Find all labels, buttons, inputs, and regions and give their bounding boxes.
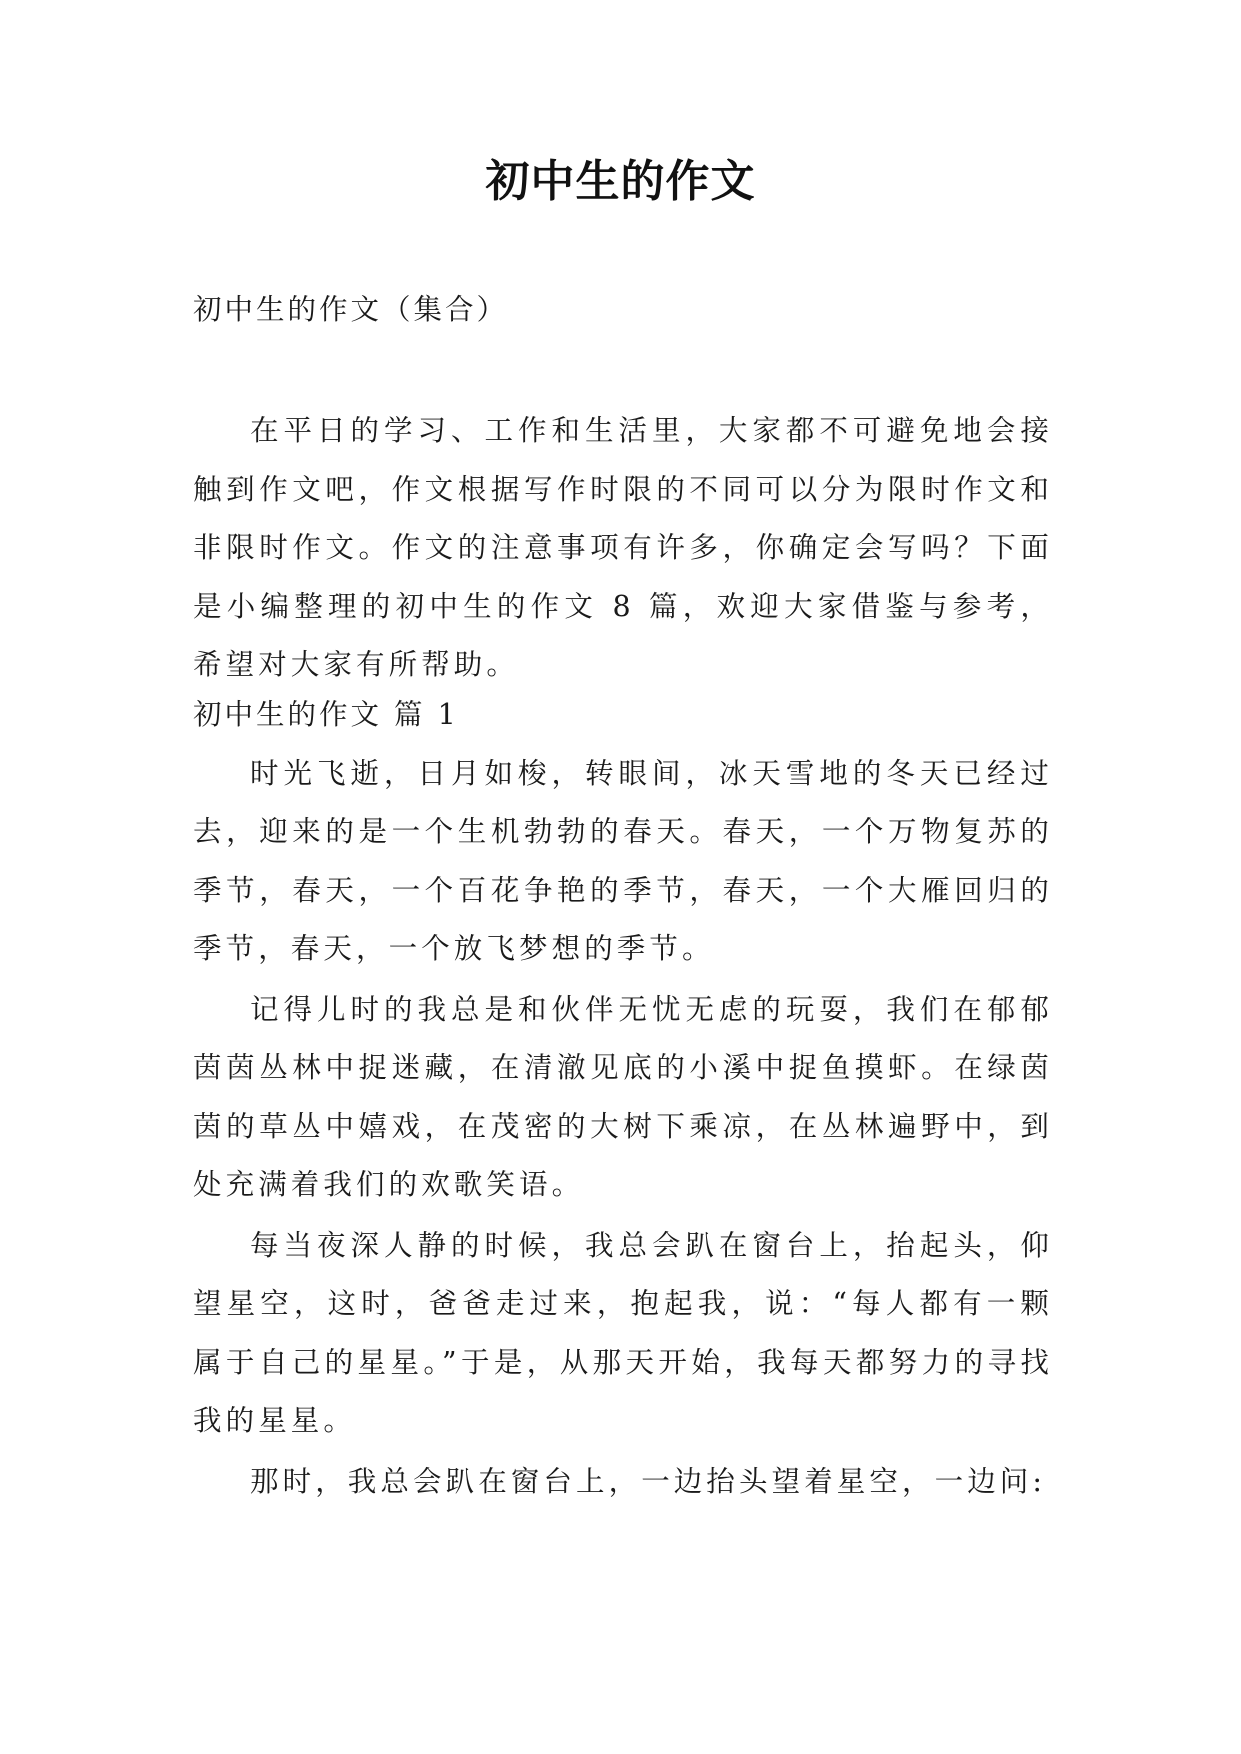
section-heading: 初中生的作文 篇 1: [193, 697, 459, 731]
body-paragraph: 每当夜深人静的时候，我总会趴在窗台上，抬起头，仰望星空，这时，爸爸走过来，抱起我，说：“每人都有一颗属于自己的星星。”于是，从那天开始，我每天都努力的寻找我的星星。: [193, 1228, 1053, 1437]
body-paragraph: 记得儿时的我总是和伙伴无忧无虑的玩耍，我们在郁郁茵茵丛林中捉迷藏，在清澈见底的小溪中捉鱼摸虾。在绿茵茵的草丛中嬉戏，在茂密的大树下乘凉，在丛林遍野中，到处充满着我们的欢歌笑语。: [193, 992, 1053, 1201]
body-paragraph: 那时，我总会趴在窗台上，一边抬头望着星空，一边问:: [250, 1464, 1047, 1498]
body-paragraph: 时光飞逝，日月如梭，转眼间，冰天雪地的冬天已经过去，迎来的是一个生机勃勃的春天。春天，一个万物复苏的季节，春天，一个百花争艳的季节，春天，一个大雁回归的季节，春天，一个放飞梦想的季节。: [193, 756, 1053, 965]
document-subtitle: 初中生的作文（集合）: [193, 293, 509, 326]
intro-paragraph: 在平日的学习、工作和生活里，大家都不可避免地会接触到作文吧，作文根据写作时限的不同可以分为限时作文和非限时作文。作文的注意事项有许多，你确定会写吗？下面是小编整理的初中生的作文 8 篇，欢迎大家借鉴与参考，希望对大家有所帮助。: [193, 414, 1053, 681]
document-title: 初中生的作文: [485, 156, 756, 207]
document-body: [193, 290, 1053, 1511]
